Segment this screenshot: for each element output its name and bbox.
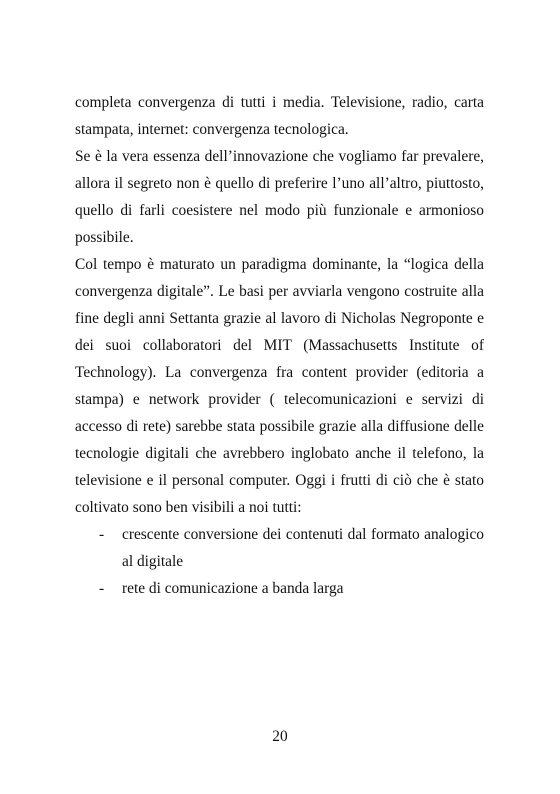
list-item-text: crescente conversione dei contenuti dal formato analogico al digitale [122, 526, 484, 570]
bullet-dash: - [99, 580, 105, 597]
bullet-list [75, 521, 484, 602]
paragraph-1: completa convergenza di tutti i media. Televisione, radio, carta stampata, internet: convergenza tecnologica. [75, 94, 484, 138]
list-item [75, 521, 484, 575]
list-item-text: rete di comunicazione a banda larga [122, 580, 344, 597]
page-number: 20 [272, 728, 288, 745]
list-item [75, 575, 484, 602]
paragraph-3: Col tempo è maturato un paradigma dominante, la “logica della convergenza digitale”. Le basi per avviarla vengono costruite alla fine degli anni Settanta grazie al lavoro di Nicholas Negroponte e dei suoi collaboratori del MIT (Massachusetts Institute of Technology). La convergenza fra content provider (editoria a stampa) e network provider ( telecomunicazioni e servizi di accesso di rete) sarebbe stata possibile grazie alla diffusione delle tecnologie digitali che avrebbero inglobato anche il telefono, la televisione e il personal computer. Oggi i frutti di ciò che è stato coltivato sono ben visibili a noi tutti: [75, 256, 484, 516]
bullet-dash: - [99, 526, 105, 543]
paragraph-2: Se è la vera essenza dell’innovazione che vogliamo far prevalere, allora il segreto non è quello di preferire l’uno all’altro, piuttosto, quello di farli coesistere nel modo più funzionale e armonioso possibile. [75, 148, 484, 246]
document-body [75, 89, 484, 602]
